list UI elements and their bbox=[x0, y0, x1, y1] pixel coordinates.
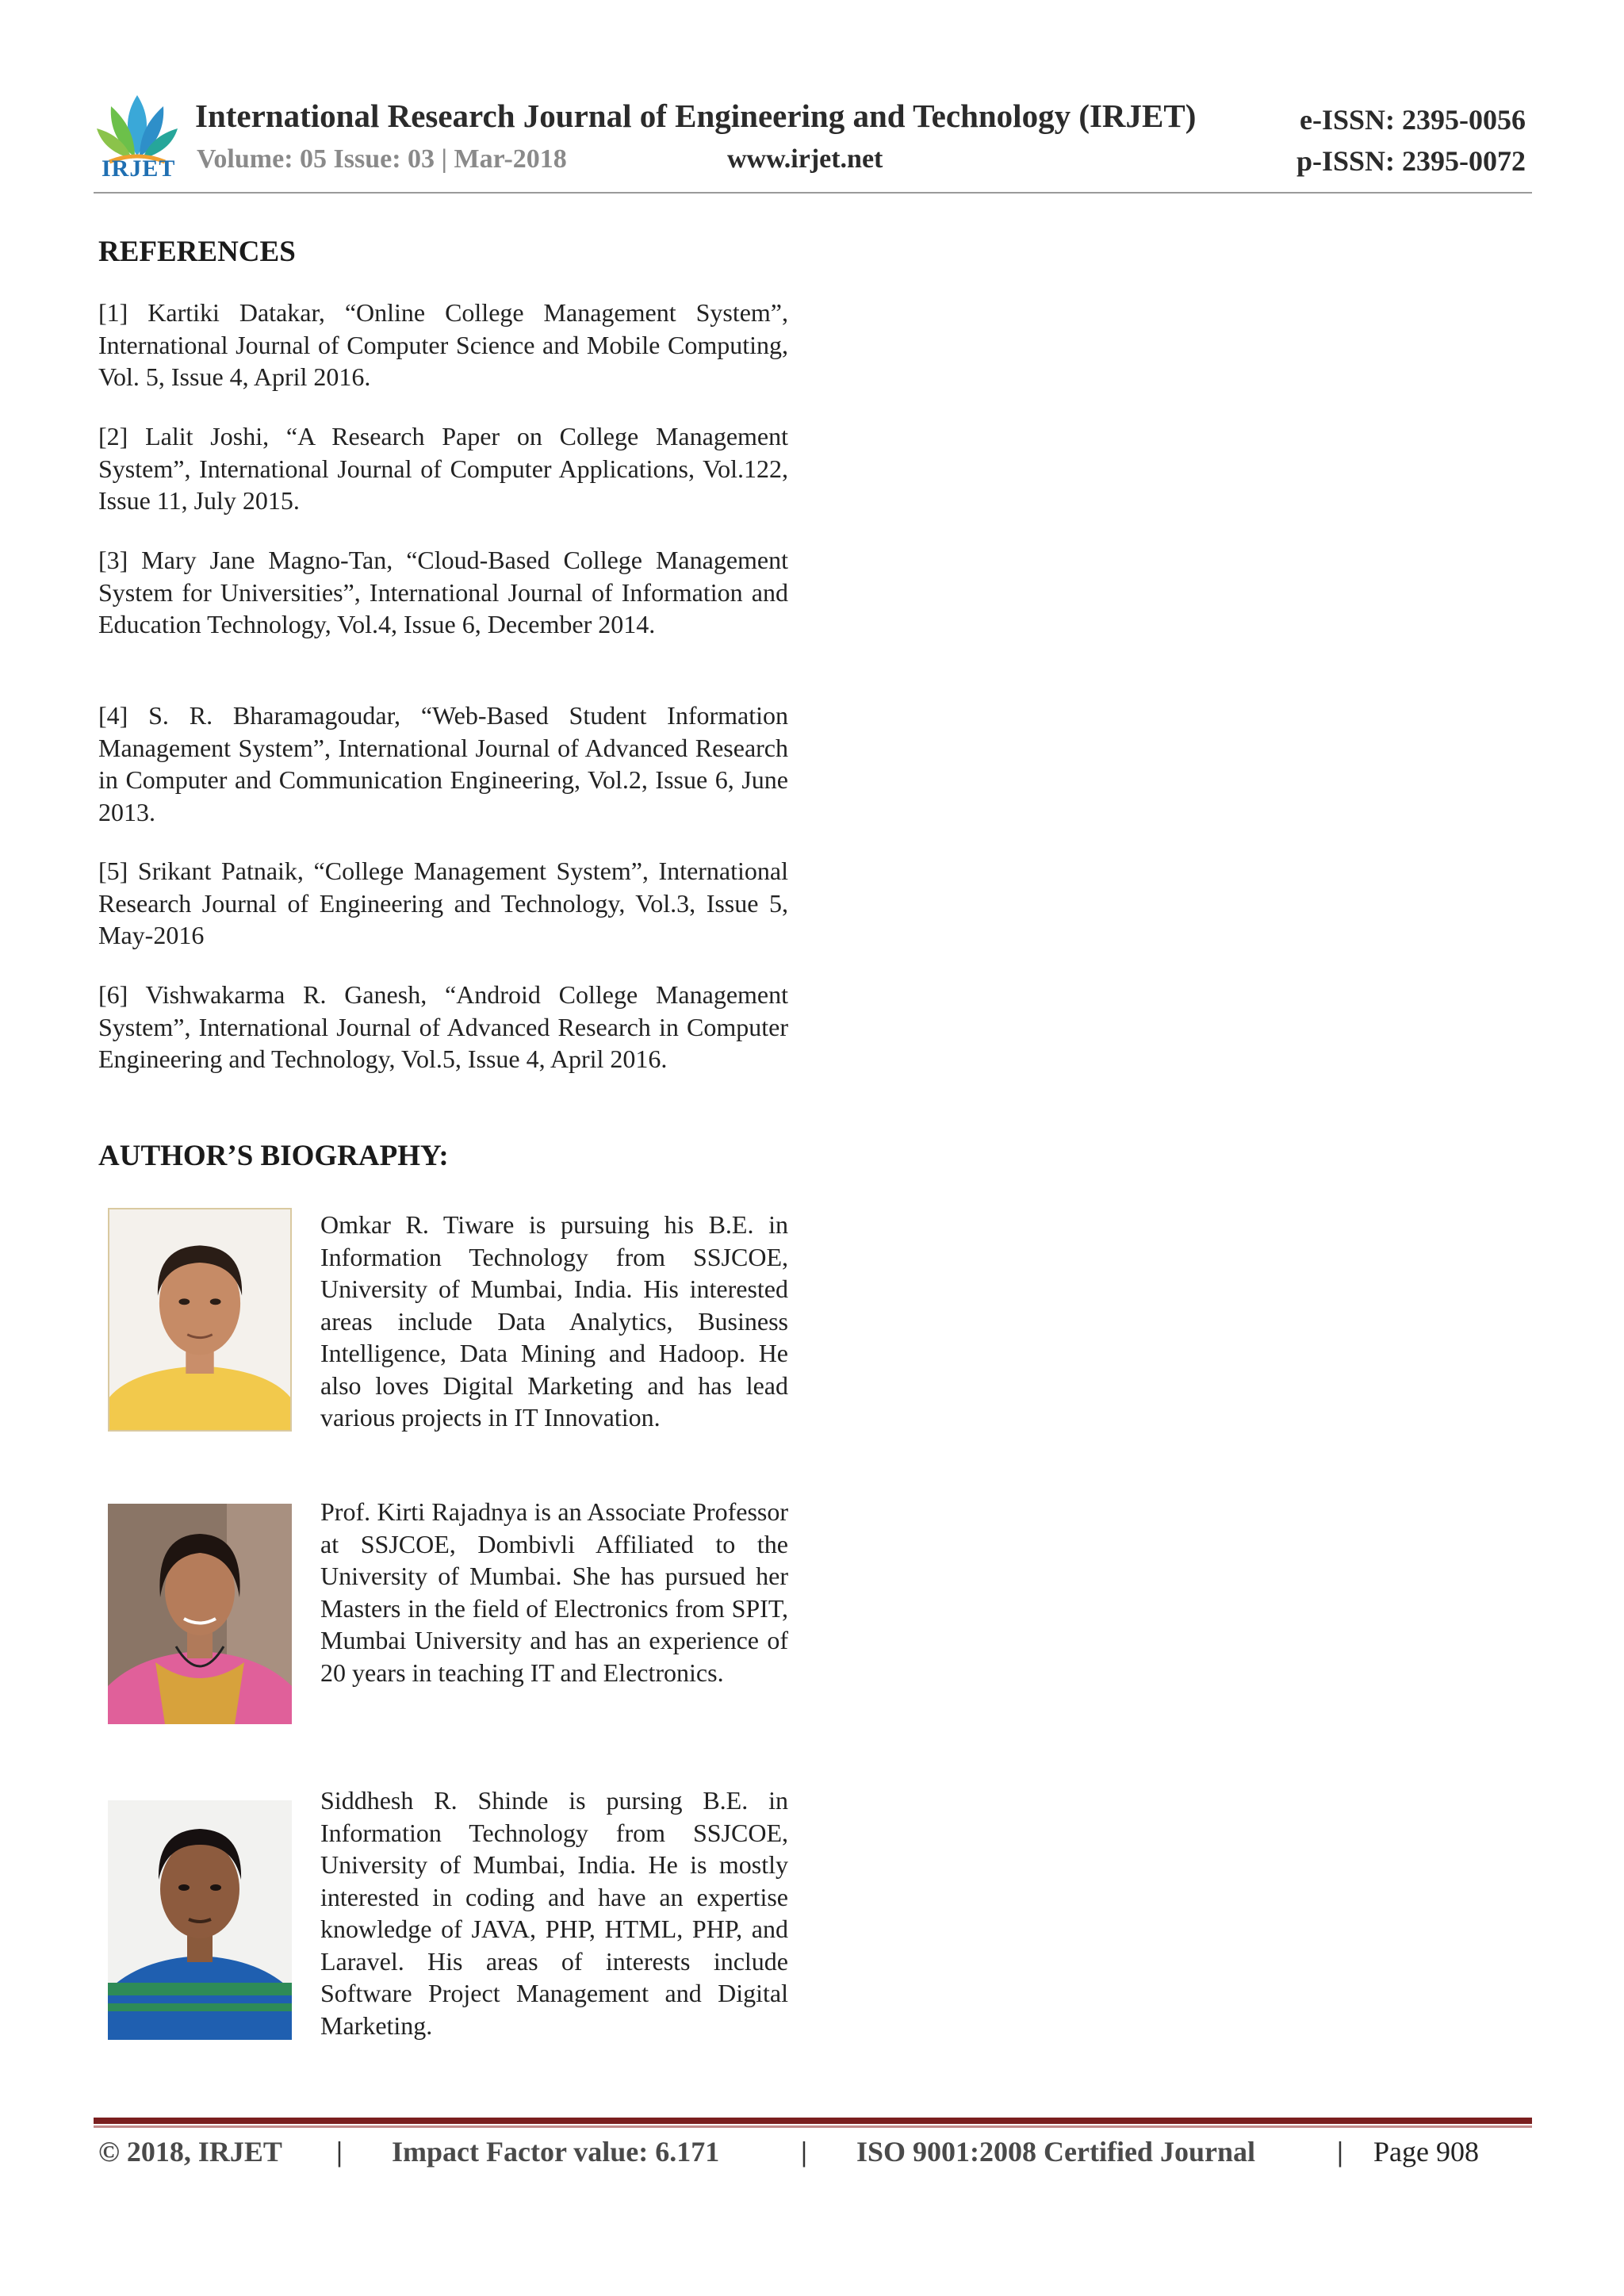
footer-separator: | bbox=[801, 2136, 807, 2168]
author-photo bbox=[108, 1800, 292, 2040]
footer-separator: | bbox=[336, 2136, 343, 2168]
logo-text: IRJET bbox=[102, 155, 176, 182]
author-bio: Siddhesh R. Shinde is pursing B.E. in Information Technology from SSJCOE, University of Mumbai, India. He is mostly interested in coding and have an expertise knowledge of JAVA, PHP, HTML, PHP, and Laravel. His areas of interests include Software Project Management and Digital Marketing. bbox=[320, 1786, 788, 2040]
footer-impact-factor: Impact Factor value: 6.171 bbox=[392, 2136, 720, 2168]
website-link[interactable]: www.irjet.net bbox=[727, 144, 883, 174]
page-number: Page 908 bbox=[1373, 2136, 1479, 2168]
references-heading: REFERENCES bbox=[98, 236, 296, 268]
author-photo bbox=[108, 1504, 292, 1724]
footer-divider bbox=[94, 2118, 1532, 2124]
journal-title: International Research Journal of Engineering and Technology (IRJET) bbox=[195, 98, 1197, 134]
footer-copyright: © 2018, IRJET bbox=[98, 2136, 282, 2168]
reference-item: [6] Vishwakarma R. Ganesh, “Android College Management System”, International Journal of Advanced Research in Computer Engineering and Technology, Vol.5, Issue 4, April 2016. bbox=[98, 980, 788, 1073]
pissn: p-ISSN: 2395-0072 bbox=[1296, 145, 1526, 177]
reference-item: [3] Mary Jane Magno-Tan, “Cloud-Based College Management System for Universities”, International Journal of Information and Education Technology, Vol.4, Issue 6, December 2014. bbox=[98, 546, 788, 638]
footer-separator: | bbox=[1337, 2136, 1343, 2168]
volume-issue: Volume: 05 Issue: 03 | Mar-2018 bbox=[197, 144, 567, 174]
footer-divider-accent bbox=[94, 2125, 1532, 2128]
reference-item: [4] S. R. Bharamagoudar, “Web-Based Student Information Management System”, International Journal of Advanced Research in Computer and Communication Engineering, Vol.2, Issue 6, June 2013. bbox=[98, 701, 788, 826]
reference-item: [2] Lalit Joshi, “A Research Paper on College Management System”, International Journal of Computer Applications, Vol.122, Issue 11, July 2015. bbox=[98, 422, 788, 515]
biography-heading: AUTHOR’S BIOGRAPHY: bbox=[98, 1140, 449, 1172]
author-bio: Omkar R. Tiware is pursuing his B.E. in Information Technology from SSJCOE, University of Mumbai, India. His interested areas include Data Analytics, Business Intelligence, Data Mining and Hadoop. He also loves Digital Marketing and has lead various projects in IT Innovation. bbox=[320, 1210, 788, 1432]
author-bio: Prof. Kirti Rajadnya is an Associate Professor at SSJCOE, Dombivli Affiliated to the University of Mumbai. She has pursued her Masters in the field of Electronics from SPIT, Mumbai University and has an experience of 20 years in teaching IT and Electronics. bbox=[320, 1497, 788, 1687]
reference-item: [5] Srikant Patnaik, “College Management System”, International Research Journal of Engineering and Technology, Vol.3, Issue 5, May-2016 bbox=[98, 857, 788, 949]
eissn: e-ISSN: 2395-0056 bbox=[1300, 104, 1526, 136]
footer-iso-certification: ISO 9001:2008 Certified Journal bbox=[856, 2136, 1255, 2168]
reference-item: [1] Kartiki Datakar, “Online College Management System”, International Journal of Computer Science and Mobile Computing, Vol. 5, Issue 4, April 2016. bbox=[98, 298, 788, 391]
author-photo bbox=[108, 1208, 292, 1432]
header-divider bbox=[94, 192, 1532, 194]
